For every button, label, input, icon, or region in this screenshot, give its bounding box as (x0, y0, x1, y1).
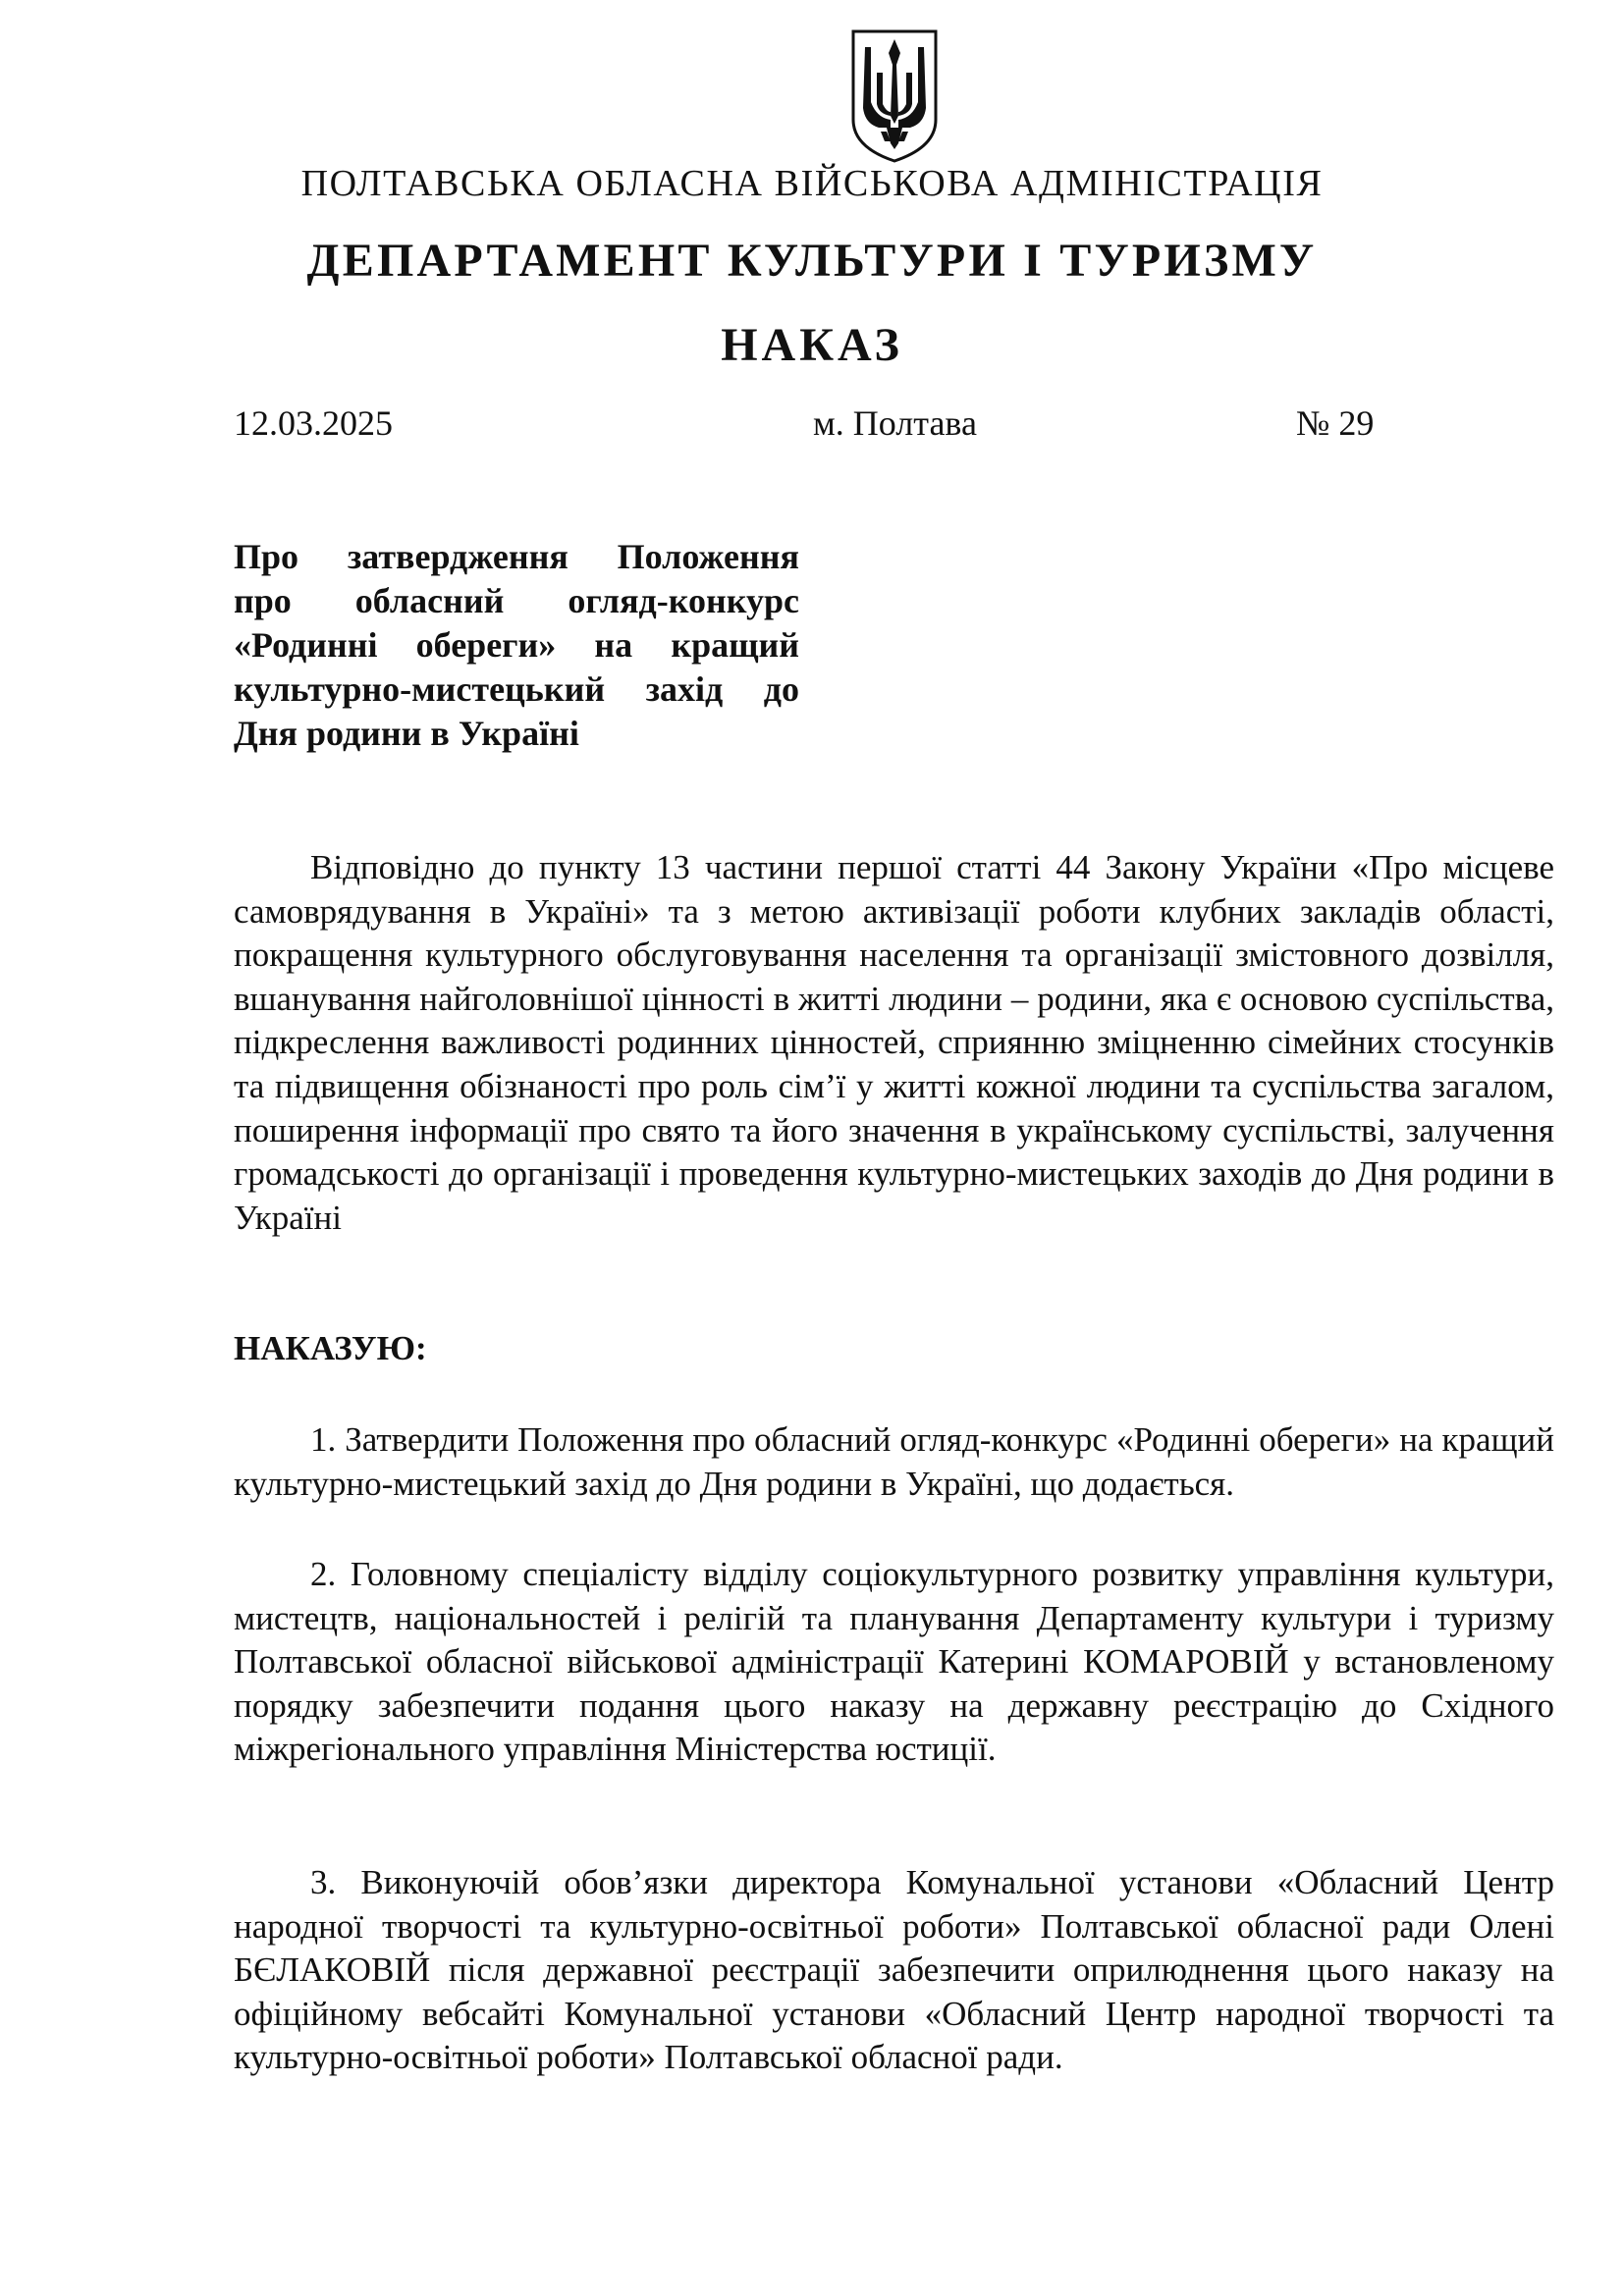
subject-line: про обласний огляд-конкурс (234, 581, 799, 620)
document-number: № 29 (1296, 403, 1375, 443)
subject-line: «Родинні обереги» на кращий (234, 625, 799, 665)
preamble-paragraph: Відповідно до пункту 13 частини першої статті 44 Закону України «Про місцеве самоврядування в Україні» та з метою активізації роботи клубних закладів області, покращення культурного обслуговування населення та організації змістовного дозвілля, вшанування найголовнішої цінності в житті людини – родини, яка є основою суспільства, підкреслення важливості родинних цінностей, сприянню зміцненню сімейних стосунків та підвищення обізнаності про роль сім’ї у житті кожної людини та суспільства загалом, поширення інформації про свято та його значення в українському суспільстві, залучення громадськості до організації і проведення культурно-мистецьких заходів до Дня родини в Україні (234, 848, 1554, 1237)
order-item-1: 1. Затвердити Положення про обласний огляд-конкурс «Родинні обереги» на кращий культурно-мистецький захід до Дня родини в Україні, що додається. (234, 1420, 1554, 1503)
document-city: м. Полтава (813, 403, 977, 443)
subject-line: Дня родини в Україні (234, 714, 579, 753)
order-item-2: 2. Головному спеціалісту відділу соціокультурного розвитку управління культури, мистецтв, національностей і релігій та планування Департаменту культури і туризму Полтавської обласної військової адміністрації Катерині КОМАРОВІЙ у встановленому порядку забезпечити подання цього наказу на державну реєстрацію до Східного міжрегіонального управління Міністерства юстиції. (234, 1555, 1554, 1769)
order-keyword: НАКАЗУЮ: (234, 1329, 427, 1367)
document-date: 12.03.2025 (234, 403, 393, 443)
organization-name: ПОЛТАВСЬКА ОБЛАСНА ВІЙСЬКОВА АДМІНІСТРАЦІЯ (300, 163, 1324, 204)
order-item-3: 3. Виконуючій обов’язки директора Комунальної установи «Обласний Центр народної творчості та культурно-освітньої роботи» Полтавської обласної ради Олені БЄЛАКОВІЙ після державної реєстрації забезпечити оприлюднення цього наказу на офіційному вебсайті Комунальної установи «Обласний Центр народної творчості та культурно-освітньої роботи» Полтавської обласної ради. (234, 1863, 1554, 2077)
document-subject (234, 535, 799, 756)
department-name: ДЕПАРТАМЕНТ КУЛЬТУРИ І ТУРИЗМУ (306, 235, 1318, 287)
subject-line: Про затвердження Положення (234, 537, 799, 576)
document-type-title: НАКАЗ (721, 319, 903, 371)
tryzub-coat-of-arms-icon (847, 26, 942, 165)
subject-line: культурно-мистецький захід до (234, 669, 799, 709)
